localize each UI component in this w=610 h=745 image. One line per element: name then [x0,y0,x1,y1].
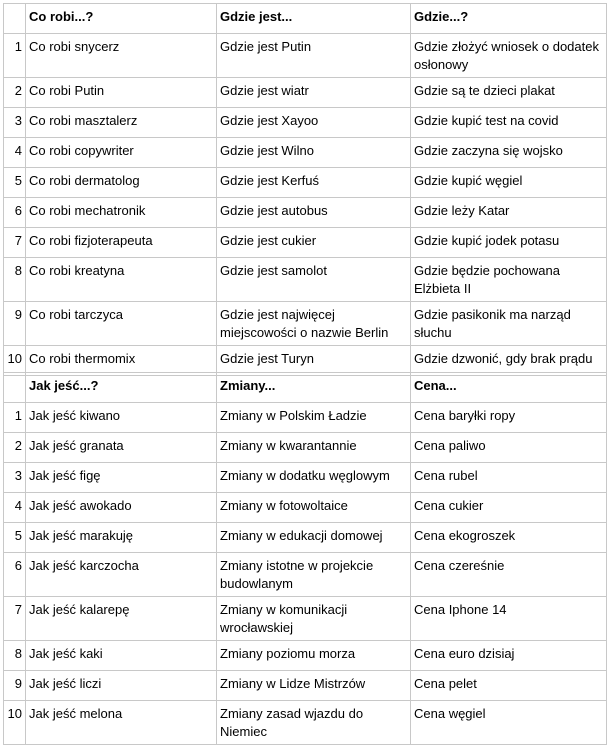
cell: Co robi snycerz [26,34,217,78]
cell: Zmiany w komunikacji wrocławskiej [217,597,411,641]
row-index: 1 [4,403,26,433]
table-row [4,403,607,433]
cell: Gdzie kupić węgiel [411,168,607,198]
cell: Gdzie jest Wilno [217,138,411,168]
table-row [4,198,607,228]
cell: Jak jeść kaki [26,641,217,671]
table-row [4,463,607,493]
row-index: 5 [4,168,26,198]
header-cell-gdzie: Gdzie...? [411,4,607,34]
cell: Jak jeść melona [26,701,217,745]
cell: Cena pelet [411,671,607,701]
cell: Co robi thermomix [26,346,217,376]
header-cell-index [4,4,26,34]
row-index: 6 [4,198,26,228]
cell: Jak jeść kiwano [26,403,217,433]
cell: Co robi tarczyca [26,302,217,346]
table-header-row [4,4,607,34]
cell: Gdzie są te dzieci plakat [411,78,607,108]
cell: Jak jeść karczocha [26,553,217,597]
cell: Jak jeść granata [26,433,217,463]
cell: Co robi mechatronik [26,198,217,228]
table-row [4,433,607,463]
cell: Cena cukier [411,493,607,523]
cell: Jak jeść figę [26,463,217,493]
cell: Gdzie jest autobus [217,198,411,228]
cell: Cena rubel [411,463,607,493]
cell: Gdzie jest samolot [217,258,411,302]
cell: Cena czereśnie [411,553,607,597]
cell: Gdzie leży Katar [411,198,607,228]
table-row [4,168,607,198]
cell: Cena ekogroszek [411,523,607,553]
row-index: 3 [4,108,26,138]
table-row [4,493,607,523]
table-row [4,523,607,553]
table-jak-jesc-zmiany-cena [3,372,607,745]
header-cell-gdzie-jest: Gdzie jest... [217,4,411,34]
table-row [4,671,607,701]
table-row [4,641,607,671]
cell: Co robi fizjoterapeuta [26,228,217,258]
cell: Zmiany istotne w projekcie budowlanym [217,553,411,597]
cell: Gdzie będzie pochowana Elżbieta II [411,258,607,302]
cell: Gdzie pasikonik ma narząd słuchu [411,302,607,346]
table-co-robi-gdzie [3,3,607,376]
table-row [4,108,607,138]
header-cell-zmiany: Zmiany... [217,373,411,403]
cell: Cena baryłki ropy [411,403,607,433]
header-cell-cena: Cena... [411,373,607,403]
table-row [4,258,607,302]
row-index: 2 [4,433,26,463]
table-row [4,701,607,745]
cell: Cena euro dzisiaj [411,641,607,671]
header-cell-co-robi: Co robi...? [26,4,217,34]
row-index: 8 [4,258,26,302]
cell: Zmiany w Polskim Ładzie [217,403,411,433]
cell: Gdzie zaczyna się wojsko [411,138,607,168]
cell: Zmiany zasad wjazdu do Niemiec [217,701,411,745]
row-index: 9 [4,302,26,346]
row-index: 10 [4,346,26,376]
row-index: 4 [4,138,26,168]
cell: Jak jeść marakuję [26,523,217,553]
cell: Zmiany w fotowoltaice [217,493,411,523]
cell: Gdzie jest najwięcej miejscowości o nazwie Berlin [217,302,411,346]
row-index: 9 [4,671,26,701]
row-index: 3 [4,463,26,493]
cell: Co robi dermatolog [26,168,217,198]
cell: Co robi Putin [26,78,217,108]
cell: Gdzie dzwonić, gdy brak prądu [411,346,607,376]
header-cell-index [4,373,26,403]
table-header-row [4,373,607,403]
cell: Zmiany w edukacji domowej [217,523,411,553]
cell: Jak jeść awokado [26,493,217,523]
table-row [4,78,607,108]
cell: Co robi copywriter [26,138,217,168]
cell: Cena paliwo [411,433,607,463]
table-row [4,228,607,258]
row-index: 10 [4,701,26,745]
cell: Gdzie jest Putin [217,34,411,78]
cell: Co robi kreatyna [26,258,217,302]
table-row [4,138,607,168]
table-row [4,302,607,346]
row-index: 2 [4,78,26,108]
cell: Cena Iphone 14 [411,597,607,641]
table-row [4,553,607,597]
cell: Jak jeść liczi [26,671,217,701]
cell: Gdzie jest cukier [217,228,411,258]
cell: Gdzie złożyć wniosek o dodatek osłonowy [411,34,607,78]
cell: Zmiany w kwarantannie [217,433,411,463]
cell: Cena węgiel [411,701,607,745]
table-row [4,34,607,78]
row-index: 4 [4,493,26,523]
cell: Co robi masztalerz [26,108,217,138]
table-row [4,346,607,376]
row-index: 8 [4,641,26,671]
cell: Gdzie jest Xayoo [217,108,411,138]
cell: Gdzie kupić test na covid [411,108,607,138]
row-index: 7 [4,597,26,641]
cell: Zmiany w Lidze Mistrzów [217,671,411,701]
row-index: 1 [4,34,26,78]
row-index: 6 [4,553,26,597]
header-cell-jak-jesc: Jak jeść...? [26,373,217,403]
cell: Gdzie kupić jodek potasu [411,228,607,258]
cell: Gdzie jest wiatr [217,78,411,108]
table-row [4,597,607,641]
row-index: 5 [4,523,26,553]
cell: Jak jeść kalarepę [26,597,217,641]
cell: Gdzie jest Kerfuś [217,168,411,198]
row-index: 7 [4,228,26,258]
cell: Zmiany w dodatku węglowym [217,463,411,493]
cell: Gdzie jest Turyn [217,346,411,376]
cell: Zmiany poziomu morza [217,641,411,671]
